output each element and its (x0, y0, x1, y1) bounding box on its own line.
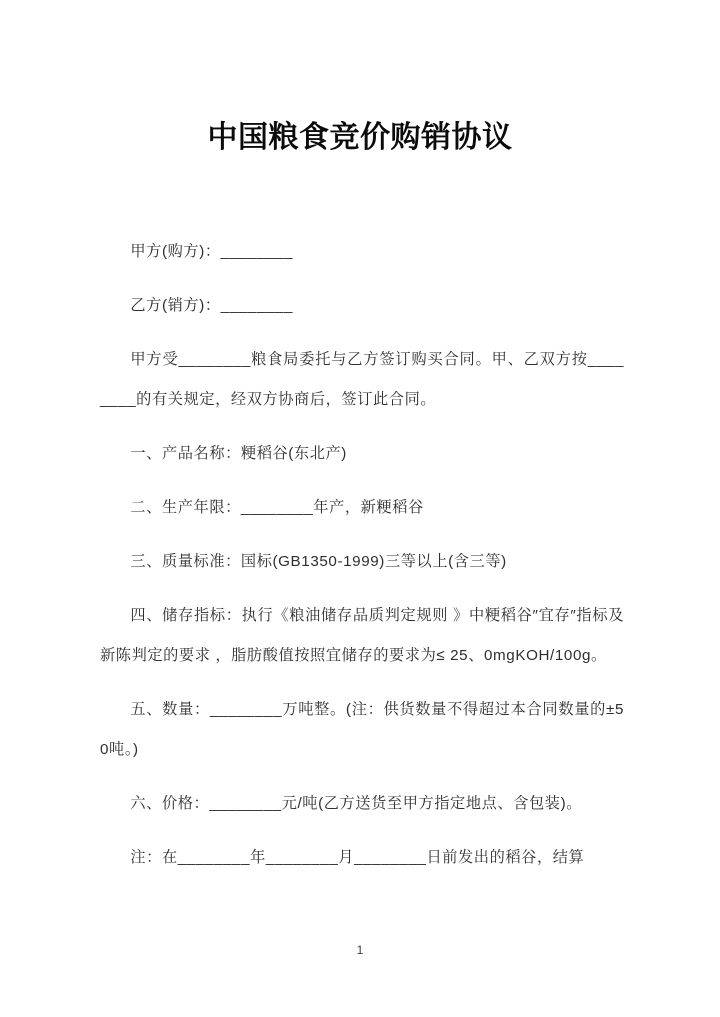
clause-price: 六、价格：________元/吨(乙方送货至甲方指定地点、含包装)。 (130, 795, 583, 812)
clause-quality-standard: 三、质量标准：国标(GB1350-1999)三等以上(含三等) (130, 553, 507, 570)
party-b-line: 乙方(销方)：________ (130, 297, 294, 314)
document-body (100, 232, 624, 892)
page-title: 中国粮食竞价购销协议 (207, 121, 513, 155)
clause-storage-index: 四、储存指标：执行《粮油储存品质判定规则 》中粳稻谷″宜存″指标及新陈判定的要求 ，脂肪酸值按照宜储存的要求为≤ 25、0mgKOH/100g。 (100, 607, 624, 664)
clause-quantity: 五、数量：________万吨整。(注：供货数量不得超过本合同数量的±50吨。) (100, 701, 624, 758)
clause-production-year: 二、生产年限：________年产，新粳稻谷 (130, 499, 424, 516)
clause-product-name: 一、产品名称：粳稻谷(东北产) (130, 445, 347, 462)
party-a-line: 甲方(购方)：________ (130, 243, 294, 260)
note-paragraph: 注：在________年________月________日前发出的稻谷，结算 (130, 849, 585, 866)
preamble-paragraph: 甲方受________粮食局委托与乙方签订购买合同。甲、乙双方按________的有关规定，经双方协商后，签订此合同。 (100, 351, 624, 408)
page-number-footer: 1 (356, 943, 364, 957)
